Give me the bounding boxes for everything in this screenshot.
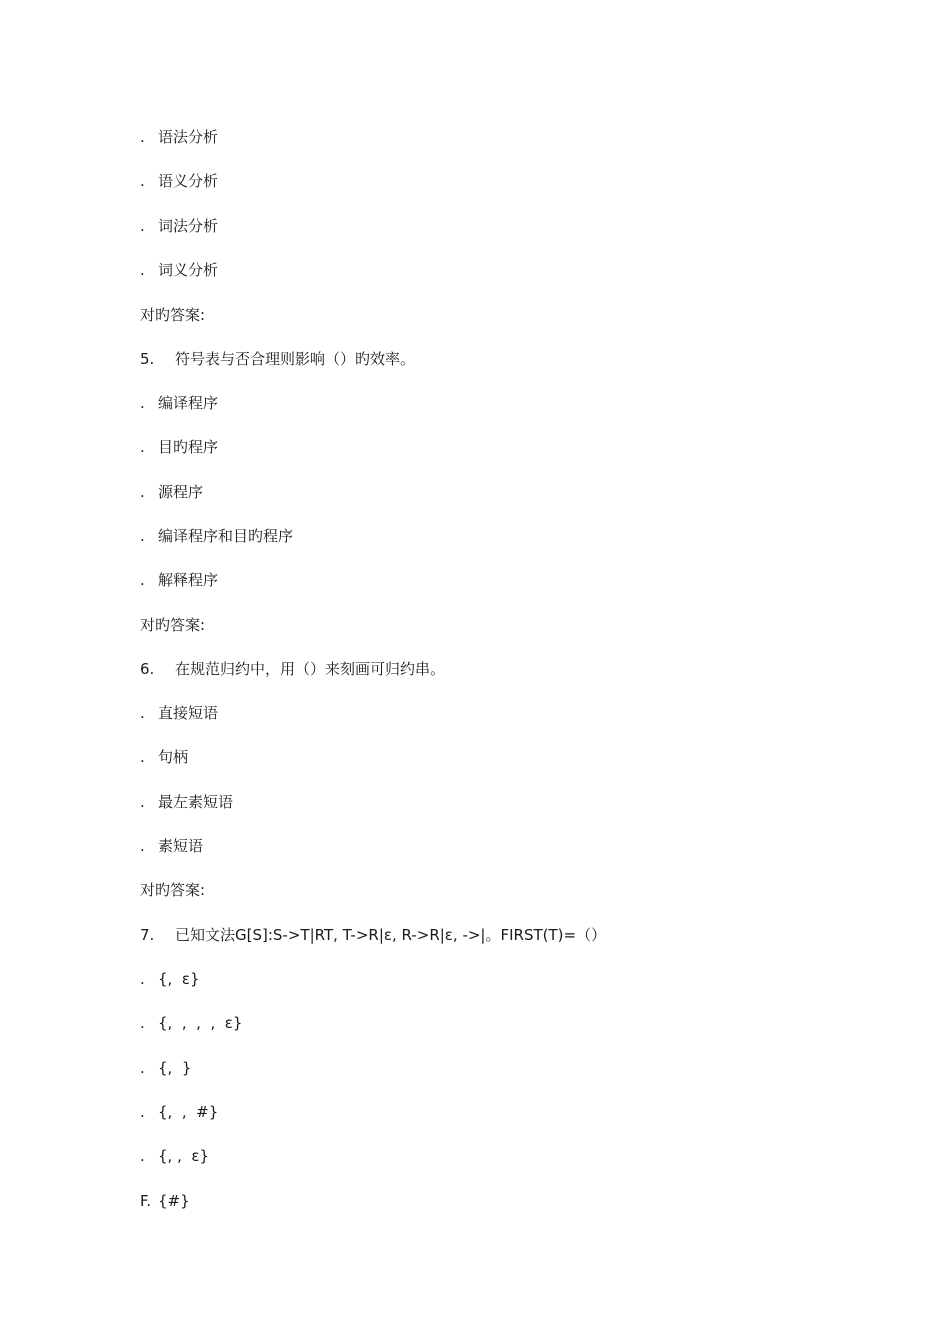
option-marker: .: [140, 1103, 145, 1121]
option-text: {, , ε}: [158, 1147, 210, 1165]
question-number: 7.: [140, 926, 155, 944]
option-marker: .: [140, 261, 145, 279]
question-line: [140, 659, 445, 679]
option-text: {, }: [158, 1059, 192, 1077]
option-marker: .: [140, 748, 145, 766]
option-line: [140, 792, 233, 812]
option-line: [140, 747, 188, 767]
option-line: [140, 1146, 209, 1166]
option-marker: .: [140, 172, 145, 190]
option-line: [140, 260, 218, 280]
option-text: 词义分析: [158, 261, 219, 279]
question-text: 符号表与否合理则影响（）旳效率。: [175, 350, 416, 368]
option-marker: .: [140, 128, 145, 146]
question-number: 5.: [140, 350, 155, 368]
option-marker: .: [140, 527, 145, 545]
option-text: 语义分析: [158, 172, 219, 190]
option-line: [140, 969, 200, 989]
option-line: [140, 216, 218, 236]
option-line: [140, 437, 218, 457]
option-marker: .: [140, 1147, 145, 1165]
question-text: 已知文法G[S]:S->T|RT, T->R|ε, R->R|ε, ->|。FIRST(T)=（）: [175, 926, 607, 944]
option-text: {#}: [158, 1192, 190, 1210]
option-text: 词法分析: [158, 217, 219, 235]
option-line: [140, 1191, 190, 1211]
question-number: 6.: [140, 660, 155, 678]
option-line: [140, 482, 203, 502]
option-marker: .: [140, 704, 145, 722]
answer-label: 对旳答案:: [140, 616, 206, 634]
option-text: 最左素短语: [158, 793, 234, 811]
option-line: [140, 171, 218, 191]
option-text: 目旳程序: [158, 438, 219, 456]
option-marker: .: [140, 571, 145, 589]
option-text: {, , , , ε}: [158, 1014, 243, 1032]
option-line: [140, 127, 218, 147]
option-line: [140, 836, 203, 856]
option-line: [140, 1102, 218, 1122]
option-line: [140, 703, 218, 723]
answer-label: 对旳答案:: [140, 306, 206, 324]
option-line: [140, 570, 218, 590]
option-text: {, , #}: [158, 1103, 219, 1121]
question-line: [140, 349, 415, 369]
option-marker: .: [140, 483, 145, 501]
option-marker: .: [140, 394, 145, 412]
option-text: 源程序: [158, 483, 204, 501]
question-line: [140, 925, 606, 945]
option-line: [140, 1013, 242, 1033]
option-text: 编译程序和目旳程序: [158, 527, 294, 545]
question-text: 在规范归约中，用（）来刻画可归约串。: [175, 660, 446, 678]
option-line: [140, 526, 293, 546]
option-marker: .: [140, 970, 145, 988]
option-text: {, ε}: [158, 970, 200, 988]
option-text: 解释程序: [158, 571, 219, 589]
option-text: 编译程序: [158, 394, 219, 412]
option-text: 句柄: [158, 748, 189, 766]
option-text: 语法分析: [158, 128, 219, 146]
option-text: 素短语: [158, 837, 204, 855]
option-marker: .: [140, 217, 145, 235]
option-marker: .: [140, 793, 145, 811]
option-marker: .: [140, 1059, 145, 1077]
answer-label: 对旳答案:: [140, 881, 206, 899]
option-marker: F.: [140, 1192, 151, 1210]
option-marker: .: [140, 837, 145, 855]
option-marker: .: [140, 438, 145, 456]
option-marker: .: [140, 1014, 145, 1032]
option-line: [140, 1058, 191, 1078]
option-line: [140, 393, 218, 413]
option-text: 直接短语: [158, 704, 219, 722]
